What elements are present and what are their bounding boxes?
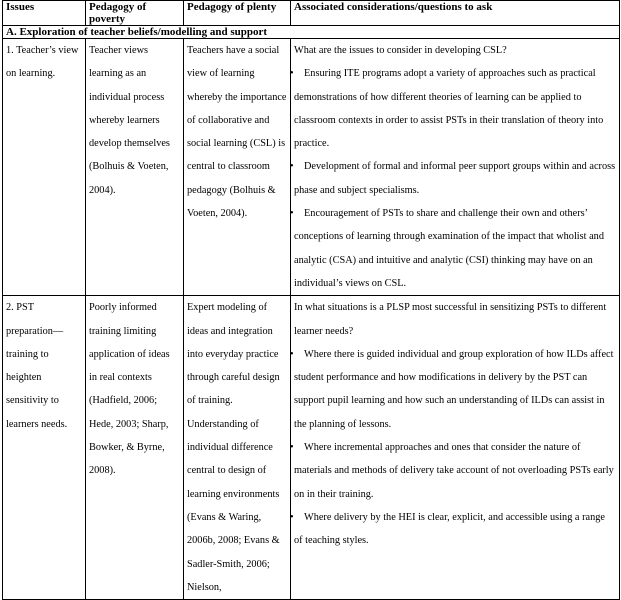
header-pedagogy-of-plenty: Pedagogy of plenty bbox=[184, 1, 291, 26]
bullet-text: Where there is guided individual and group exploration of how ILDs affect student performance and how modifications in delivery by the PST can support pupil learning and how such an understanding of ILDs can assist in the planning of lessons. bbox=[294, 348, 614, 430]
bullet-text: Encouragement of PSTs to share and challenge their own and others’ conceptions of learning through examination of the impact that wholist and analytic (CSA) and intuitive and analytic (CSI) thinking may have on an individual’s views on CSL. bbox=[294, 208, 604, 289]
bullet-text: Ensuring ITE programs adopt a variety of approaches such as practical demonstrations of how different theories of learning can be applied to classroom contexts in order to assist PSTs in their translation of theory into practice. bbox=[294, 68, 604, 150]
bullet-text: Where delivery by the HEI is clear, explicit, and accessible using a range of teaching styles. bbox=[294, 511, 605, 547]
issue-cell: 1. Teacher’s view on learning. bbox=[3, 39, 86, 296]
question-text: What are the issues to consider in developing CSL? bbox=[294, 45, 507, 56]
plenty-cell: Teachers have a social view of learning whereby the importance of collaborative and social learning (CSL) is central to classroom pedagogy (Bolhuis & Voeten, 2004). bbox=[184, 39, 291, 296]
header-issues: Issues bbox=[3, 1, 86, 26]
question-text: In what situations is a PLSP most successful in sensitizing PSTs to different learner needs? bbox=[294, 302, 607, 337]
bullet-text: Where incremental approaches and ones that consider the nature of materials and methods of delivery take account of not overloading PSTs early on in their training. bbox=[294, 442, 614, 500]
considerations-cell bbox=[291, 39, 620, 296]
section-a-heading: A. Exploration of teacher beliefs/modelling and support bbox=[3, 26, 620, 39]
considerations-table bbox=[2, 0, 620, 600]
plenty-cell: Expert modeling of ideas and integration into everyday practice through careful design of training. Understanding of individual difference central to design of learning environments (Evans & Waring, 2006b, 2008; Evans & Sadler-Smith, 2006; Nielson, bbox=[184, 296, 291, 600]
considerations-cell bbox=[291, 296, 620, 600]
issue-cell: 2. PST preparation—training to heighten sensitivity to learners needs. bbox=[3, 296, 86, 600]
section-row bbox=[3, 26, 620, 39]
header-considerations: Associated considerations/questions to ask bbox=[291, 1, 620, 26]
header-row bbox=[3, 1, 620, 26]
bullet-item: • Where delivery by the HEI is clear, explicit, and accessible using a range of teaching styles. bbox=[290, 511, 605, 547]
header-pedagogy-of-poverty: Pedagogy of poverty bbox=[86, 1, 184, 26]
bullet-item: • Ensuring ITE programs adopt a variety of approaches such as practical demonstrations of how different theories of learning can be applied to classroom contexts in order to assist PSTs in their translation of theory into practice. bbox=[290, 68, 604, 150]
bullet-item: • Encouragement of PSTs to share and challenge their own and others’ conceptions of learning through examination of the impact that wholist and analytic (CSA) and intuitive and analytic (CSI) thinking may have on an individual’s views on CSL. bbox=[290, 208, 604, 289]
table-row bbox=[3, 296, 620, 600]
poverty-cell: Poorly informed training limiting application of ideas in real contexts (Hadfield, 2006; Hede, 2003; Sharp, Bowker, & Byrne, 2008). bbox=[86, 296, 184, 600]
bullet-text: Development of formal and informal peer support groups within and across phase and subject specialisms. bbox=[294, 161, 616, 196]
bullet-item: • Where there is guided individual and group exploration of how ILDs affect student performance and how modifications in delivery by the PST can support pupil learning and how such an understanding of ILDs can assist in the planning of lessons. bbox=[290, 348, 614, 430]
bullet-item: • Where incremental approaches and ones that consider the nature of materials and methods of delivery take account of not overloading PSTs early on in their training. bbox=[290, 442, 614, 500]
poverty-cell: Teacher views learning as an individual process whereby learners develop themselves (Bolhuis & Voeten, 2004). bbox=[86, 39, 184, 296]
bullet-item: • Development of formal and informal peer support groups within and across phase and subject specialisms. bbox=[290, 161, 616, 196]
table-row bbox=[3, 39, 620, 296]
